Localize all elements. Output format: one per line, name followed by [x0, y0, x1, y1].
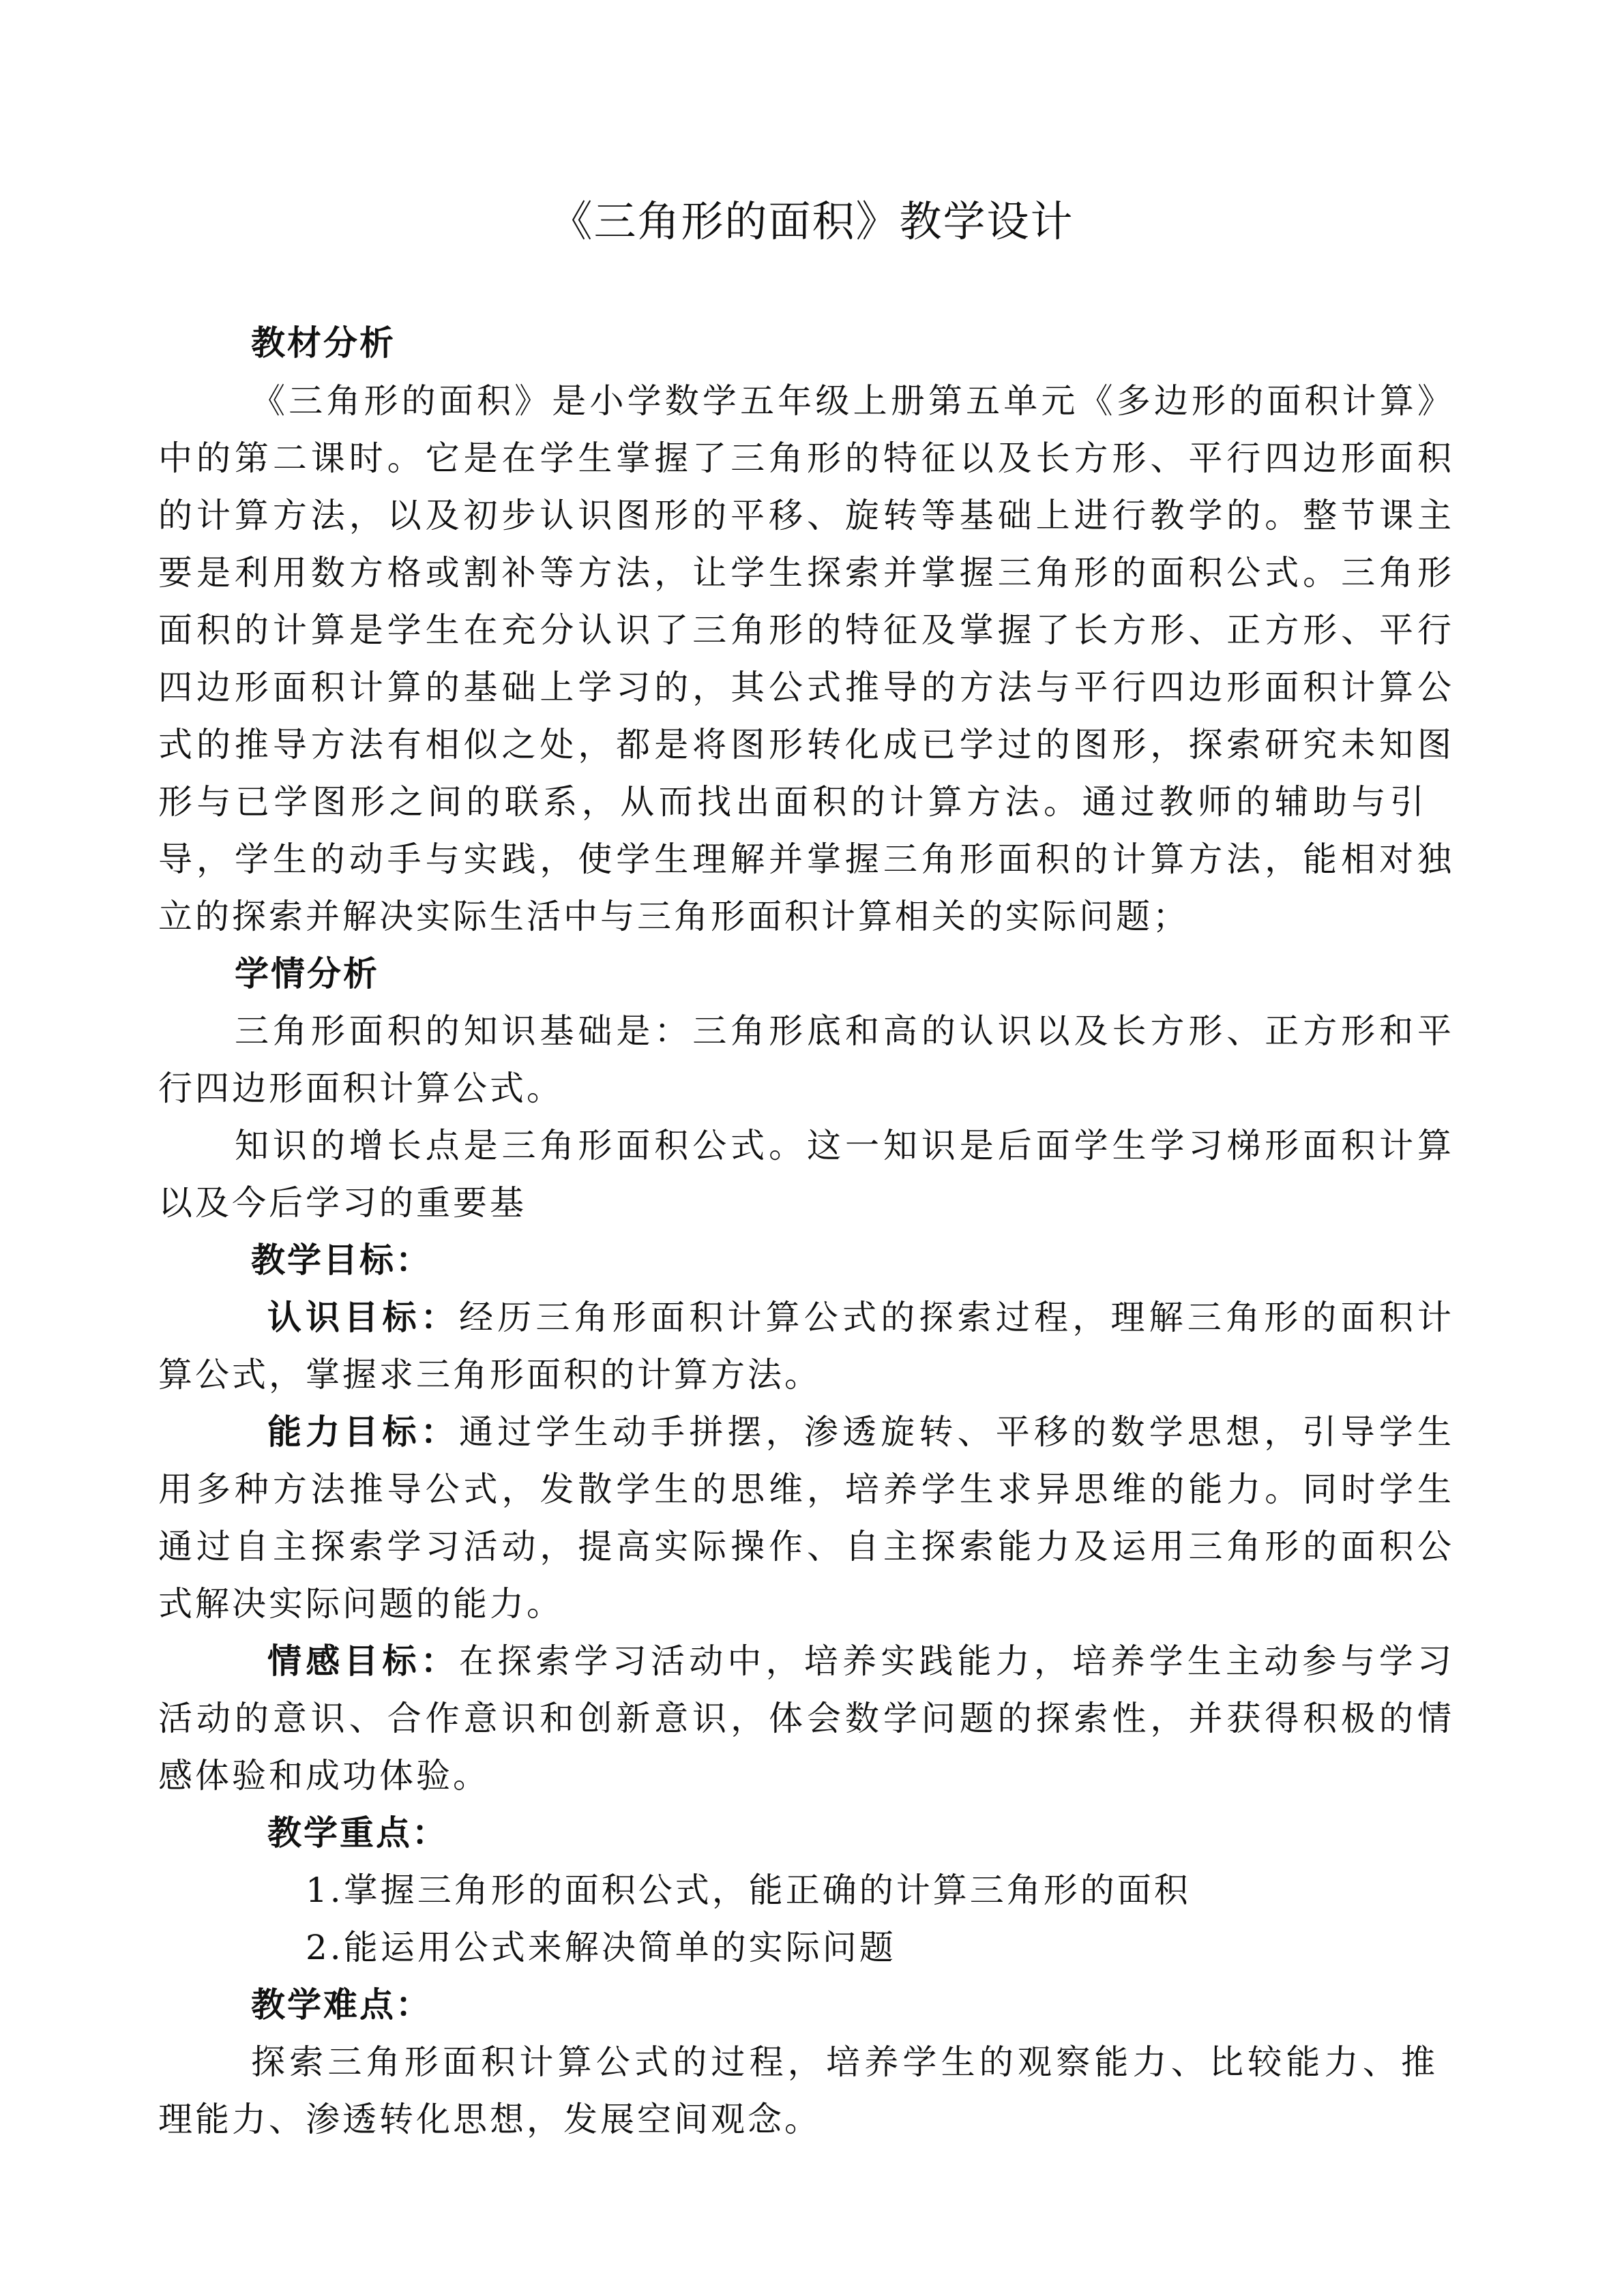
learner-para2-line-2: 以及今后学习的重要基 — [158, 1183, 527, 1223]
goal-ability-text: 通过学生动手拼摆，渗透旋转、平移的数学思想，引导学生 — [459, 1412, 1454, 1452]
material-line-4: 要是利用数方格或割补等方法，让学生探索并掌握三角形的面积公式。三角形 — [158, 553, 1454, 593]
goal-emotion-line-1 — [267, 1632, 1454, 1690]
keypoints-heading: 教学重点： — [267, 1813, 448, 1853]
difficulties-line-1: 探索三角形面积计算公式的过程，培养学生的观察能力、比较能力、推 — [251, 2042, 1438, 2082]
material-line-5: 面积的计算是学生在充分认识了三角形的特征及掌握了长方形、正方形、平行 — [158, 610, 1454, 650]
goal-cognitive-label: 认识目标： — [267, 1298, 459, 1337]
goal-cognitive-line-2: 算公式，掌握求三角形面积的计算方法。 — [158, 1355, 821, 1395]
material-heading: 教材分析 — [251, 323, 396, 363]
material-line-2: 中的第二课时。它是在学生掌握了三角形的特征以及长方形、平行四边形面积 — [158, 438, 1454, 478]
goal-cognitive-text: 经历三角形面积计算公式的探索过程，理解三角形的面积计 — [459, 1298, 1454, 1337]
document-title: 《三角形的面积》教学设计 — [550, 196, 1074, 246]
material-line-10: 立的探索并解决实际生活中与三角形面积计算相关的实际问题； — [158, 897, 1190, 936]
goal-ability-line-3: 通过自主探索学习活动，提高实际操作、自主探索能力及运用三角形的面积公 — [158, 1527, 1454, 1566]
learner-heading: 学情分析 — [235, 954, 379, 994]
material-line-8: 形与已学图形之间的联系，从而找出面积的计算方法。通过教师的辅助与引 — [158, 782, 1427, 822]
material-line-7: 式的推导方法有相似之处，都是将图形转化成已学过的图形，探索研究未知图 — [158, 725, 1454, 764]
goals-heading: 教学目标： — [251, 1240, 432, 1280]
learner-para1-line-1: 三角形面积的知识基础是：三角形底和高的认识以及长方形、正方形和平 — [235, 1011, 1454, 1051]
goal-emotion-label: 情感目标： — [267, 1641, 459, 1681]
goal-emotion-text: 在探索学习活动中，培养实践能力，培养学生主动参与学习 — [459, 1641, 1454, 1681]
goal-cognitive-line-1 — [267, 1288, 1454, 1347]
goal-ability-line-4: 式解决实际问题的能力。 — [158, 1584, 563, 1624]
learner-para2-line-1: 知识的增长点是三角形面积公式。这一知识是后面学生学习梯形面积计算 — [235, 1126, 1454, 1165]
goal-ability-line-1 — [267, 1403, 1454, 1461]
learner-para1-line-2: 行四边形面积计算公式。 — [158, 1069, 563, 1108]
keypoint-item-1: 1.掌握三角形的面积公式，能正确的计算三角形的面积 — [306, 1870, 1191, 1910]
goal-emotion-line-3: 感体验和成功体验。 — [158, 1756, 490, 1795]
goal-ability-label: 能力目标： — [267, 1412, 459, 1452]
keypoint-item-2: 2.能运用公式来解决简单的实际问题 — [306, 1928, 896, 1967]
difficulties-heading: 教学难点： — [251, 1985, 432, 2025]
material-line-6: 四边形面积计算的基础上学习的，其公式推导的方法与平行四边形面积计算公 — [158, 668, 1454, 707]
difficulties-line-2: 理能力、渗透转化思想，发展空间观念。 — [158, 2100, 821, 2139]
material-line-3: 的计算方法，以及初步认识图形的平移、旋转等基础上进行教学的。整节课主 — [158, 496, 1454, 535]
goal-emotion-line-2: 活动的意识、合作意识和创新意识，体会数学问题的探索性，并获得积极的情 — [158, 1699, 1454, 1738]
material-line-9: 导，学生的动手与实践，使学生理解并掌握三角形面积的计算方法，能相对独 — [158, 839, 1454, 879]
material-line-1: 《三角形的面积》是小学数学五年级上册第五单元《多边形的面积计算》 — [251, 381, 1454, 421]
goal-ability-line-2: 用多种方法推导公式，发散学生的思维，培养学生求异思维的能力。同时学生 — [158, 1470, 1454, 1509]
